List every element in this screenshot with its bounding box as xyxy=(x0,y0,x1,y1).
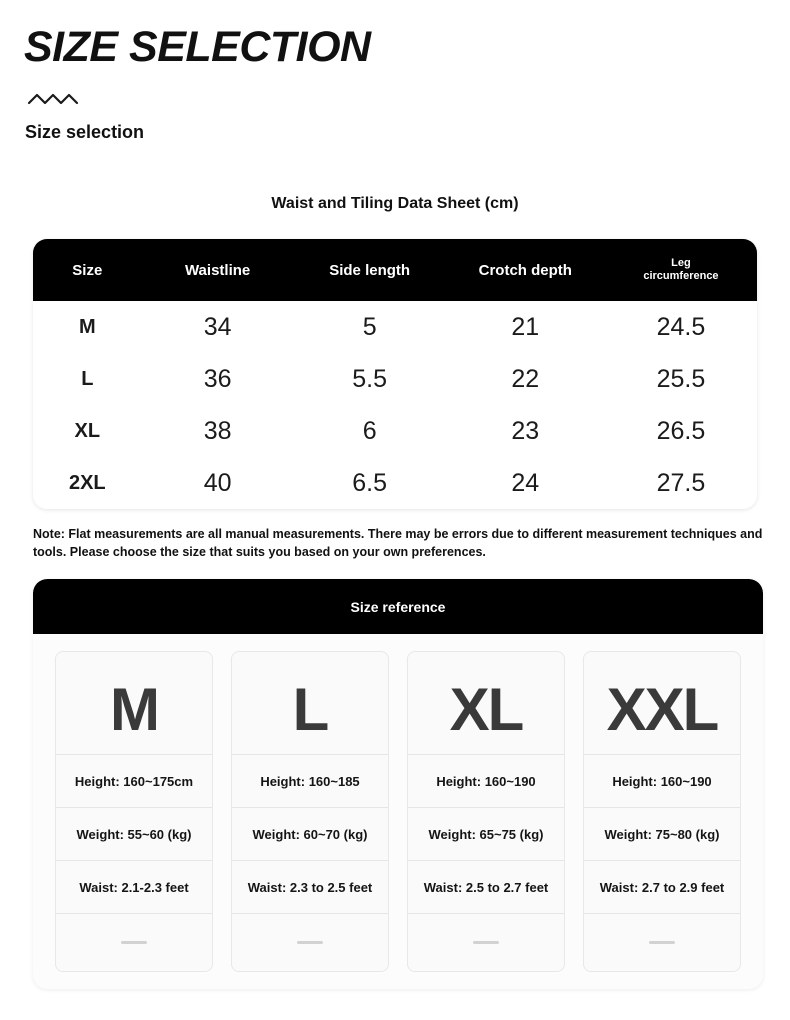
reference-height: Height: 160~175cm xyxy=(74,773,194,789)
cell-waistline: 38 xyxy=(203,416,232,445)
cell-leg-circumference: 24.5 xyxy=(656,312,706,341)
column-header-waistline: Waistline xyxy=(142,239,294,301)
reference-height: Height: 160~190 xyxy=(436,773,536,789)
reference-waist: Waist: 2.3 to 2.5 feet xyxy=(247,879,373,895)
reference-size-label: L xyxy=(292,676,328,743)
list-item[interactable] xyxy=(231,651,389,972)
table-row xyxy=(33,457,757,509)
dash-icon xyxy=(297,941,323,944)
table-header-row xyxy=(33,239,757,301)
reference-height: Height: 160~185 xyxy=(260,773,360,789)
cell-size: M xyxy=(78,315,96,338)
table-row xyxy=(33,353,757,405)
reference-footer xyxy=(232,914,388,971)
cell-leg-circumference: 27.5 xyxy=(656,468,706,497)
cell-crotch-depth: 21 xyxy=(511,312,540,341)
reference-size-label: XL xyxy=(449,676,523,743)
table-caption: Waist and Tiling Data Sheet (cm) xyxy=(271,195,519,212)
size-reference-card xyxy=(33,579,763,989)
list-item[interactable] xyxy=(55,651,213,972)
table-row xyxy=(33,301,757,353)
cell-size: 2XL xyxy=(68,471,106,494)
size-reference-list xyxy=(33,634,763,972)
reference-height: Height: 160~190 xyxy=(612,773,712,789)
reference-footer xyxy=(56,914,212,971)
column-header-crotch-depth: Crotch depth xyxy=(446,239,605,301)
column-header-side-length: Side length xyxy=(294,239,446,301)
cell-crotch-depth: 24 xyxy=(511,468,540,497)
cell-leg-circumference: 25.5 xyxy=(656,364,706,393)
size-table-card xyxy=(33,239,757,509)
table-row xyxy=(33,405,757,457)
size-table-header xyxy=(33,239,757,301)
reference-size-label: M xyxy=(110,676,158,743)
reference-size-label: XXL xyxy=(606,676,718,743)
size-table-body xyxy=(33,301,757,509)
leg-circumference-line2: circumference xyxy=(643,270,719,282)
reference-weight: Weight: 55~60 (kg) xyxy=(76,826,192,842)
size-table xyxy=(33,239,757,509)
zigzag-decoration-icon xyxy=(27,92,83,108)
reference-waist: Waist: 2.1-2.3 feet xyxy=(79,879,189,895)
dash-icon xyxy=(473,941,499,944)
cell-side-length: 6 xyxy=(362,416,377,445)
reference-waist: Waist: 2.5 to 2.7 feet xyxy=(423,879,549,895)
cell-waistline: 34 xyxy=(203,312,232,341)
reference-weight: Weight: 65~75 (kg) xyxy=(428,826,544,842)
cell-side-length: 5 xyxy=(362,312,377,341)
leg-circumference-line1: Leg xyxy=(671,257,691,270)
list-item[interactable] xyxy=(583,651,741,972)
dash-icon xyxy=(649,941,675,944)
reference-footer xyxy=(584,914,740,971)
cell-side-length: 5.5 xyxy=(352,364,388,393)
measurement-note: Note: Flat measurements are all manual measurements. There may be errors due to different measurement techniques and tools. Please choose the size that suits you based on your own preferences. xyxy=(33,527,763,560)
dash-icon xyxy=(121,941,147,944)
column-header-leg-circumference xyxy=(605,239,757,301)
cell-size: XL xyxy=(74,419,101,442)
cell-leg-circumference: 26.5 xyxy=(656,416,706,445)
reference-footer xyxy=(408,914,564,971)
cell-size: L xyxy=(81,367,94,390)
cell-crotch-depth: 22 xyxy=(511,364,540,393)
page-subtitle: Size selection xyxy=(25,122,145,142)
column-header-size: Size xyxy=(33,239,142,301)
cell-waistline: 36 xyxy=(203,364,232,393)
reference-weight: Weight: 60~70 (kg) xyxy=(252,826,368,842)
cell-waistline: 40 xyxy=(203,468,232,497)
page-title: SIZE SELECTION xyxy=(24,23,371,71)
cell-crotch-depth: 23 xyxy=(511,416,540,445)
reference-weight: Weight: 75~80 (kg) xyxy=(604,826,720,842)
reference-waist: Waist: 2.7 to 2.9 feet xyxy=(599,879,725,895)
size-reference-title: Size reference xyxy=(33,579,763,634)
list-item[interactable] xyxy=(407,651,565,972)
cell-side-length: 6.5 xyxy=(352,468,388,497)
